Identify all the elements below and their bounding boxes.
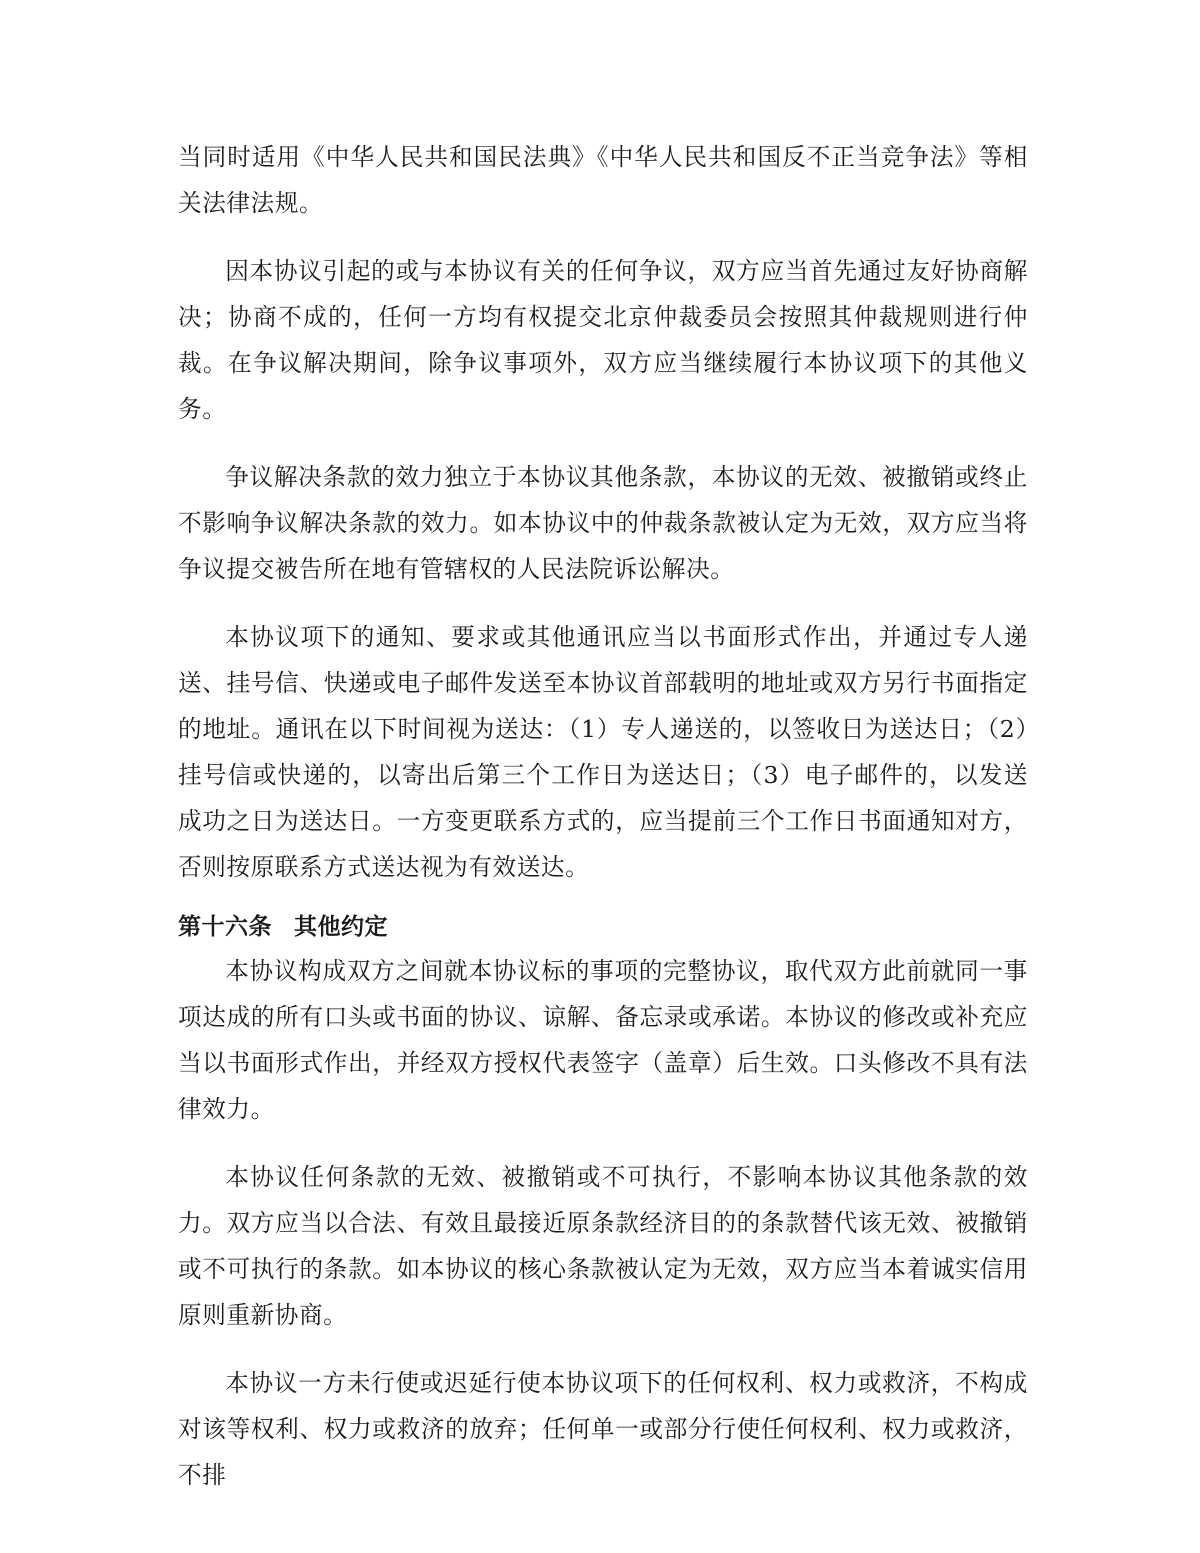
paragraph-notices: 本协议项下的通知、要求或其他通讯应当以书面形式作出，并通过专人递送、挂号信、快递或电子邮件发送至本协议首部载明的地址或双方另行书面指定的地址。通讯在以下时间视为送达：（1）专人递送的，以签收日为送达日；（2）挂号信或快递的，以寄出后第三个工作日为送达日；（3）电子邮件的，以发送成功之日为送达日。一方变更联系方式的，应当提前三个工作日书面通知对方，否则按原联系方式送达视为有效送达。 xyxy=(178,623,1028,881)
paragraph-waiver: 本协议一方未行使或迟延行使本协议项下的任何权利、权力或救济，不构成对该等权利、权力或救济的放弃；任何单一或部分行使任何权利、权力或救济，不排 xyxy=(178,1369,1028,1489)
paragraph-entire-agreement: 本协议构成双方之间就本协议标的事项的完整协议，取代双方此前就同一事项达成的所有口头或书面的协议、谅解、备忘录或承诺。本协议的修改或补充应当以书面形式作出，并经双方授权代表签字（盖章）后生效。口头修改不具有法律效力。 xyxy=(178,957,1028,1123)
section-number: 第十六条 xyxy=(178,914,272,940)
paragraph-severability: 本协议任何条款的无效、被撤销或不可执行，不影响本协议其他条款的效力。双方应当以合法、有效且最接近原条款经济目的的条款替代该无效、被撤销或不可执行的条款。如本协议的核心条款被认定为无效，双方应当本着诚实信用原则重新协商。 xyxy=(178,1163,1028,1329)
section-heading xyxy=(178,904,1028,950)
paragraph-dispute-clause-independence: 争议解决条款的效力独立于本协议其他条款，本协议的无效、被撤销或终止不影响争议解决条款的效力。如本协议中的仲裁条款被认定为无效，双方应当将争议提交被告所在地有管辖权的人民法院诉讼解决。 xyxy=(178,463,1028,583)
section-title: 其他约定 xyxy=(294,914,388,940)
paragraph-dispute-resolution: 因本协议引起的或与本协议有关的任何争议，双方应当首先通过友好协商解决；协商不成的，任何一方均有权提交北京仲裁委员会按照其仲裁规则进行仲裁。在争议解决期间，除争议事项外，双方应当继续履行本协议项下的其他义务。 xyxy=(178,257,1028,423)
document-page xyxy=(178,134,1028,1498)
paragraph-continuation: 当同时适用《中华人民共和国民法典》《中华人民共和国反不正当竞争法》等相关法律法规。 xyxy=(178,143,1028,217)
